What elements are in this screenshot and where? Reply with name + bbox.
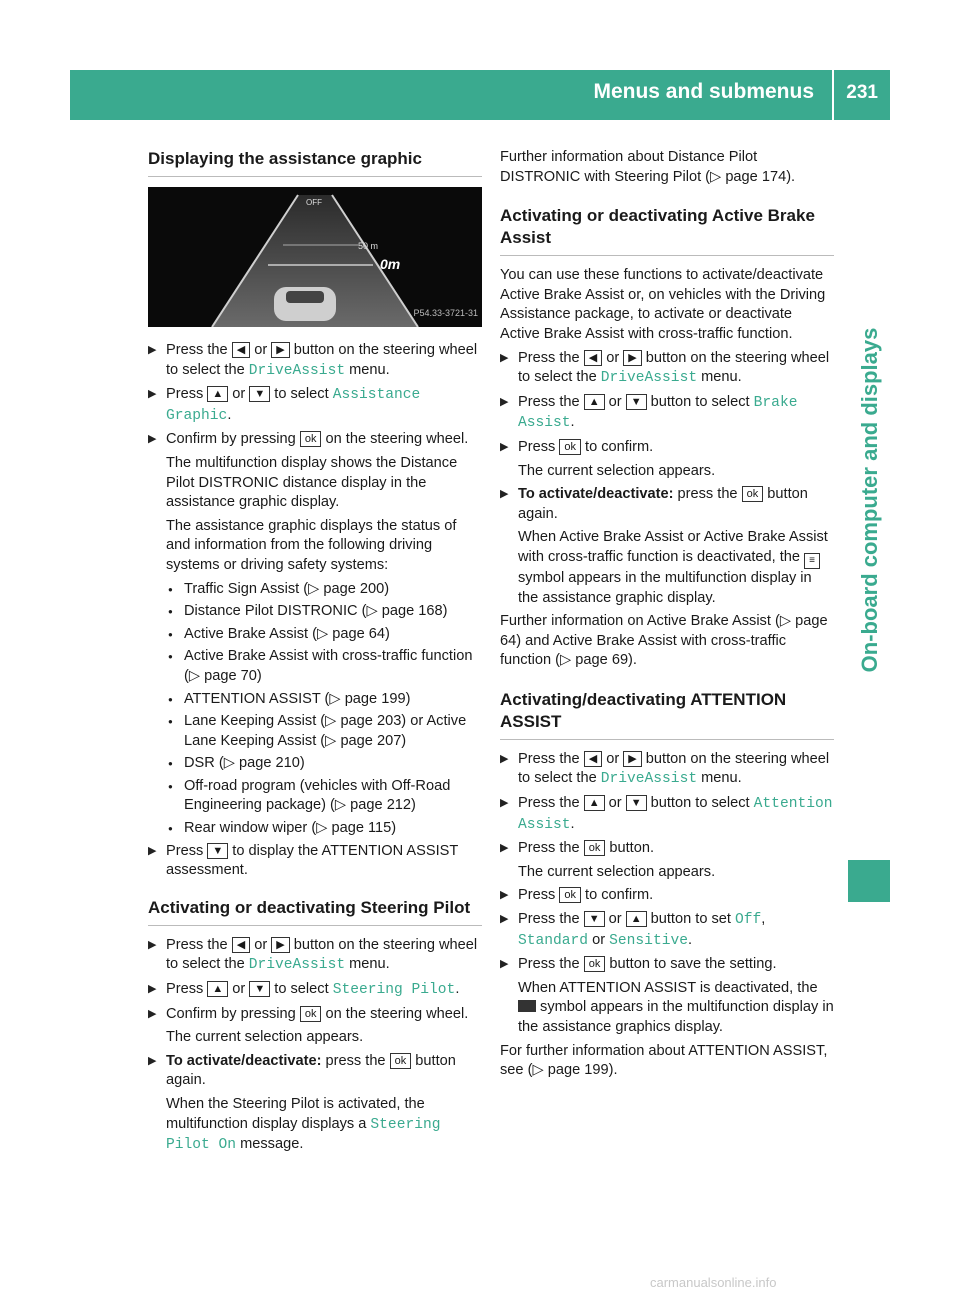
assistance-graphic-figure <box>148 187 482 327</box>
left-column <box>148 148 482 1160</box>
menu-driveassist: DriveAssist <box>600 370 698 387</box>
down-arrow-key: ▼ <box>249 386 270 402</box>
paragraph: The multifunction display shows the Distance Pilot DISTRONIC distance display in the assistance graphic display. <box>166 454 458 511</box>
figure-distance-50: 50 m <box>358 241 379 251</box>
ok-key: ok <box>300 431 322 447</box>
section-title-active-brake-assist: Activating or deactivating Active Brake Assist <box>500 205 834 256</box>
step: ▶ Press ▼ to display the ATTENTION ASSIST assessment. <box>148 842 482 881</box>
ok-key: ok <box>300 1006 322 1022</box>
step: ▶ Press the ◀ or ▶ button on the steering wheel to select the DriveAssist menu. <box>148 341 482 381</box>
figure-code: P54.33-3721-31 <box>413 308 478 319</box>
option-sensitive: Sensitive <box>609 932 688 949</box>
paragraph: The current selection appears. <box>518 462 716 479</box>
attention-assist-off-icon <box>518 1000 536 1012</box>
figure-top-label: OFF <box>306 198 322 207</box>
step: ▶ Press ok to confirm. <box>500 886 834 906</box>
paragraph: Further information about Distance Pilot DISTRONIC with Steering Pilot (▷ page 174). <box>500 149 796 185</box>
list-item: ● DSR (▷ page 210) <box>148 754 482 774</box>
paragraph: The current selection appears. <box>166 1029 364 1046</box>
list-item: ● Traffic Sign Assist (▷ page 200) <box>148 580 482 600</box>
down-arrow-key: ▼ <box>584 911 605 927</box>
step: ▶ Press ▲ or ▼ to select Assistance Graphic. <box>148 385 482 426</box>
step: ▶ Press the ▲ or ▼ button to select Brake Assist. <box>500 393 834 434</box>
page-number: 231 <box>846 82 878 103</box>
paragraph: The assistance graphic displays the status of and information from the following driving systems or driving safety systems: <box>166 517 457 573</box>
down-arrow-key: ▼ <box>249 981 270 997</box>
right-column <box>500 148 834 1085</box>
down-arrow-key: ▼ <box>626 795 647 811</box>
list-item: ● Active Brake Assist (▷ page 64) <box>148 625 482 645</box>
step: ▶ Press ▲ or ▼ to select Steering Pilot. <box>148 980 482 1001</box>
step: ▶ Press the ok button to save the setting. <box>500 955 834 975</box>
menu-assistance-graphic: Assistance Graphic <box>166 387 421 424</box>
brake-assist-off-icon: ≡ <box>804 553 820 569</box>
menu-steering-pilot: Steering Pilot <box>332 982 456 999</box>
ok-key: ok <box>584 956 606 972</box>
ok-key: ok <box>584 840 606 856</box>
paragraph: The current selection appears. <box>518 863 716 880</box>
list-item: ● ATTENTION ASSIST (▷ page 199) <box>148 690 482 710</box>
side-tab-block <box>848 860 890 902</box>
up-arrow-key: ▲ <box>584 795 605 811</box>
down-arrow-key: ▼ <box>207 843 228 859</box>
figure-distance-0: 0m <box>380 256 401 272</box>
paragraph: You can use these functions to activate/deactivate Active Brake Assist or, on vehicles with the Driving Assistance package, to activate or deactivate Active Brake Assist with cross-traffic function. <box>500 267 826 342</box>
ok-key: ok <box>559 439 581 455</box>
header-title: Menus and submenus <box>593 80 814 103</box>
paragraph: When Active Brake Assist or Active Brake Assist with cross-traffic function is deactivated, the ≡ symbol appears in the multifunction display in the assistance graphic display. <box>518 529 828 606</box>
list-item: ● Distance Pilot DISTRONIC (▷ page 168) <box>148 602 482 622</box>
left-arrow-key: ◀ <box>584 350 602 366</box>
step: ▶ Press the ◀ or ▶ button on the steering wheel to select the DriveAssist menu. <box>500 750 834 790</box>
right-arrow-key: ▶ <box>623 350 641 366</box>
message-steering-pilot-on: Steering Pilot On <box>166 1116 441 1154</box>
list-item: ● Active Brake Assist with cross-traffic function (▷ page 70) <box>148 647 482 686</box>
option-off: Off <box>735 912 762 929</box>
step: ▶ To activate/deactivate: press the ok button again. <box>500 485 834 524</box>
list-item: ● Rear window wiper (▷ page 115) <box>148 819 482 839</box>
left-arrow-key: ◀ <box>232 937 250 953</box>
paragraph: For further information about ATTENTION ASSIST, see (▷ page 199). <box>500 1042 828 1079</box>
side-tab-label: On-board computer and displays <box>857 327 882 673</box>
menu-driveassist: DriveAssist <box>248 957 346 974</box>
menu-driveassist: DriveAssist <box>600 771 698 788</box>
menu-driveassist: DriveAssist <box>248 362 346 379</box>
step: ▶ Press the ◀ or ▶ button on the steering wheel to select the DriveAssist menu. <box>500 349 834 389</box>
left-arrow-key: ◀ <box>584 751 602 767</box>
option-standard: Standard <box>518 932 589 949</box>
header-separator <box>832 70 834 120</box>
section-title-assistance-graphic: Displaying the assistance graphic <box>148 148 482 177</box>
right-arrow-key: ▶ <box>623 751 641 767</box>
up-arrow-key: ▲ <box>626 911 647 927</box>
right-arrow-key: ▶ <box>271 937 289 953</box>
ok-key: ok <box>742 486 764 502</box>
watermark-text: carmanualsonline.info <box>650 1275 777 1290</box>
step: ▶ To activate/deactivate: press the ok button again. <box>148 1052 482 1091</box>
header-bar <box>70 70 890 120</box>
up-arrow-key: ▲ <box>207 386 228 402</box>
ok-key: ok <box>559 887 581 903</box>
down-arrow-key: ▼ <box>626 394 647 410</box>
up-arrow-key: ▲ <box>207 981 228 997</box>
ok-key: ok <box>390 1053 412 1069</box>
step: ▶ Press ok to confirm. <box>500 438 834 458</box>
up-arrow-key: ▲ <box>584 394 605 410</box>
step: ▶ Confirm by pressing ok on the steering wheel. <box>148 1005 482 1025</box>
right-arrow-key: ▶ <box>271 342 289 358</box>
step: ▶ Press the ▼ or ▲ button to set Off, Standard or Sensitive. <box>500 910 834 951</box>
step: ▶ Confirm by pressing ok on the steering wheel. <box>148 430 482 450</box>
paragraph: When the Steering Pilot is activated, the multifunction display displays a Steering Pilot On message. <box>166 1096 441 1154</box>
menu-attention-assist: Attention Assist <box>518 796 833 833</box>
section-title-attention-assist: Activating/deactivating ATTENTION ASSIST <box>500 689 834 740</box>
step: ▶ Press the ▲ or ▼ button to select Attention Assist. <box>500 794 834 835</box>
section-title-steering-pilot: Activating or deactivating Steering Pilot <box>148 897 482 926</box>
paragraph: Further information on Active Brake Assist (▷ page 64) and Active Brake Assist with cross-traffic function (▷ page 69). <box>500 613 828 669</box>
list-item: ● Lane Keeping Assist (▷ page 203) or Active Lane Keeping Assist (▷ page 207) <box>148 712 482 751</box>
step: ▶ Press the ok button. <box>500 839 834 859</box>
menu-brake-assist: Brake Assist <box>518 394 798 432</box>
left-arrow-key: ◀ <box>232 342 250 358</box>
step: ▶ Press the ◀ or ▶ button on the steering wheel to select the DriveAssist menu. <box>148 936 482 976</box>
paragraph: When ATTENTION ASSIST is deactivated, the symbol appears in the multifunction display in the assistance graphics display. <box>518 979 834 1035</box>
list-item: ● Off-road program (vehicles with Off-Road Engineering package) (▷ page 212) <box>148 777 482 816</box>
